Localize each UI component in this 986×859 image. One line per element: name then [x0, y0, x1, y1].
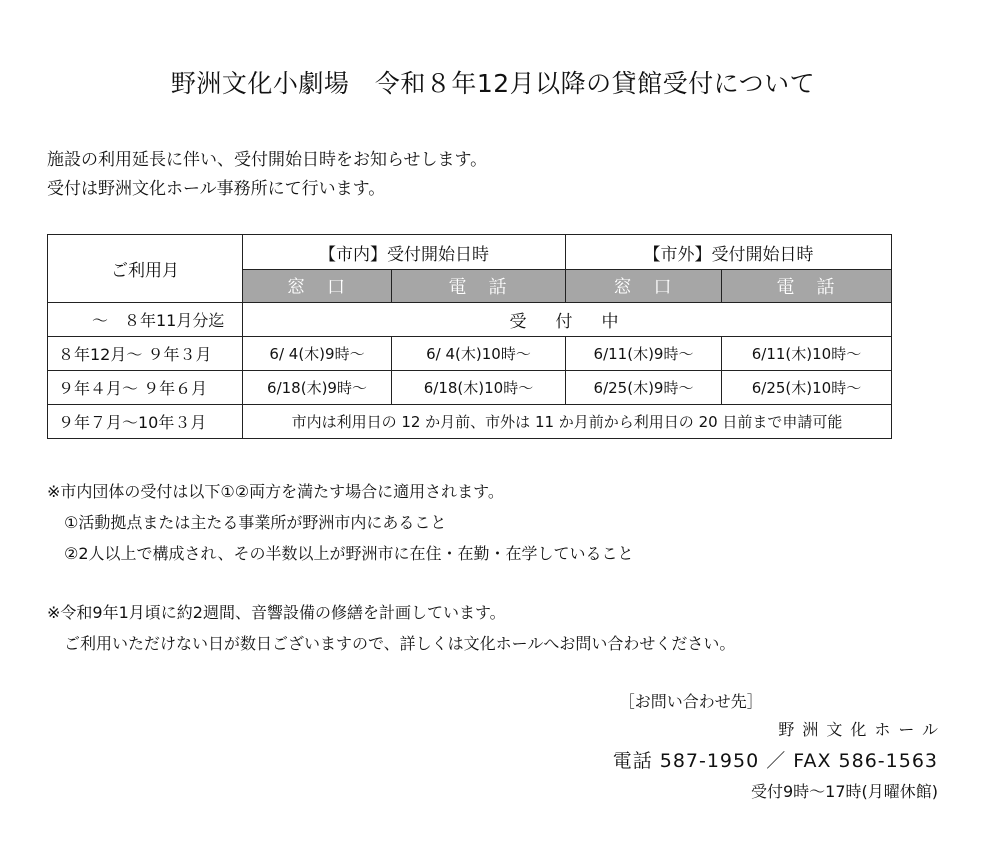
contact-info: [612, 688, 946, 806]
note-line: ①活動拠点または主たる事業所が野洲市内にあること: [64, 513, 447, 532]
eligibility-notes: [47, 476, 634, 569]
intro-text: [47, 146, 487, 204]
table-header-row: [48, 235, 892, 270]
table-row: [48, 405, 892, 439]
table-row: [48, 371, 892, 405]
row-month: ８年12月～ ９年３月: [48, 337, 243, 371]
intro-line-1: 施設の利用延長に伴い、受付開始日時をお知らせします。: [47, 150, 488, 170]
table-row: [48, 303, 892, 337]
note-line: ※令和9年1月頃に約2週間、音響設備の修繕を計画しています。: [47, 603, 506, 622]
outside-window-date: 6/25(木)9時～: [566, 371, 722, 405]
contact-label: ［お問い合わせ先］: [618, 692, 763, 711]
row-month: ～ ８年11月分迄: [48, 303, 243, 337]
page-title: 野洲文化小劇場 令和８年12月以降の貸館受付について: [170, 69, 816, 98]
status-accepting: 受 付 中: [243, 303, 892, 337]
inside-phone-date: 6/18(木)10時～: [392, 371, 566, 405]
office-hours: 受付9時～17時(月曜休館): [750, 782, 938, 801]
inside-window-date: 6/18(木)9時～: [243, 371, 392, 405]
phone-fax: 電話 587-1950 ／ FAX 586-1563: [612, 750, 938, 772]
repair-notes: [47, 597, 735, 659]
inside-city-header: 【市内】受付開始日時: [243, 235, 566, 270]
outside-phone-date: 6/25(木)10時～: [722, 371, 892, 405]
note-line: ※市内団体の受付は以下①②両方を満たす場合に適用されます。: [47, 482, 504, 501]
row-month: ９年４月～ ９年６月: [48, 371, 243, 405]
hall-name: 野洲文化ホール: [778, 720, 946, 739]
row-month: ９年７月～10年３月: [48, 405, 243, 439]
inside-phone-header: 電 話: [392, 270, 566, 303]
inside-phone-date: 6/ 4(木)10時～: [392, 337, 566, 371]
outside-window-header: 窓 口: [566, 270, 722, 303]
note-line: ②2人以上で構成され、その半数以上が野洲市に在住・在勤・在学していること: [64, 544, 634, 563]
application-period-note: 市内は利用日の 12 か月前、市外は 11 か月前から利用日の 20 日前まで申請可能: [243, 405, 892, 439]
schedule-table: [47, 234, 892, 439]
table-row: [48, 337, 892, 371]
inside-window-date: 6/ 4(木)9時～: [243, 337, 392, 371]
intro-line-2: 受付は野洲文化ホール事務所にて行います。: [47, 179, 386, 199]
outside-city-header: 【市外】受付開始日時: [566, 235, 892, 270]
outside-window-date: 6/11(木)9時～: [566, 337, 722, 371]
outside-phone-date: 6/11(木)10時～: [722, 337, 892, 371]
month-header: ご利用月: [48, 235, 243, 303]
inside-window-header: 窓 口: [243, 270, 392, 303]
outside-phone-header: 電 話: [722, 270, 892, 303]
note-line: ご利用いただけない日が数日ございますので、詳しくは文化ホールへお問い合わせください。: [64, 634, 736, 653]
